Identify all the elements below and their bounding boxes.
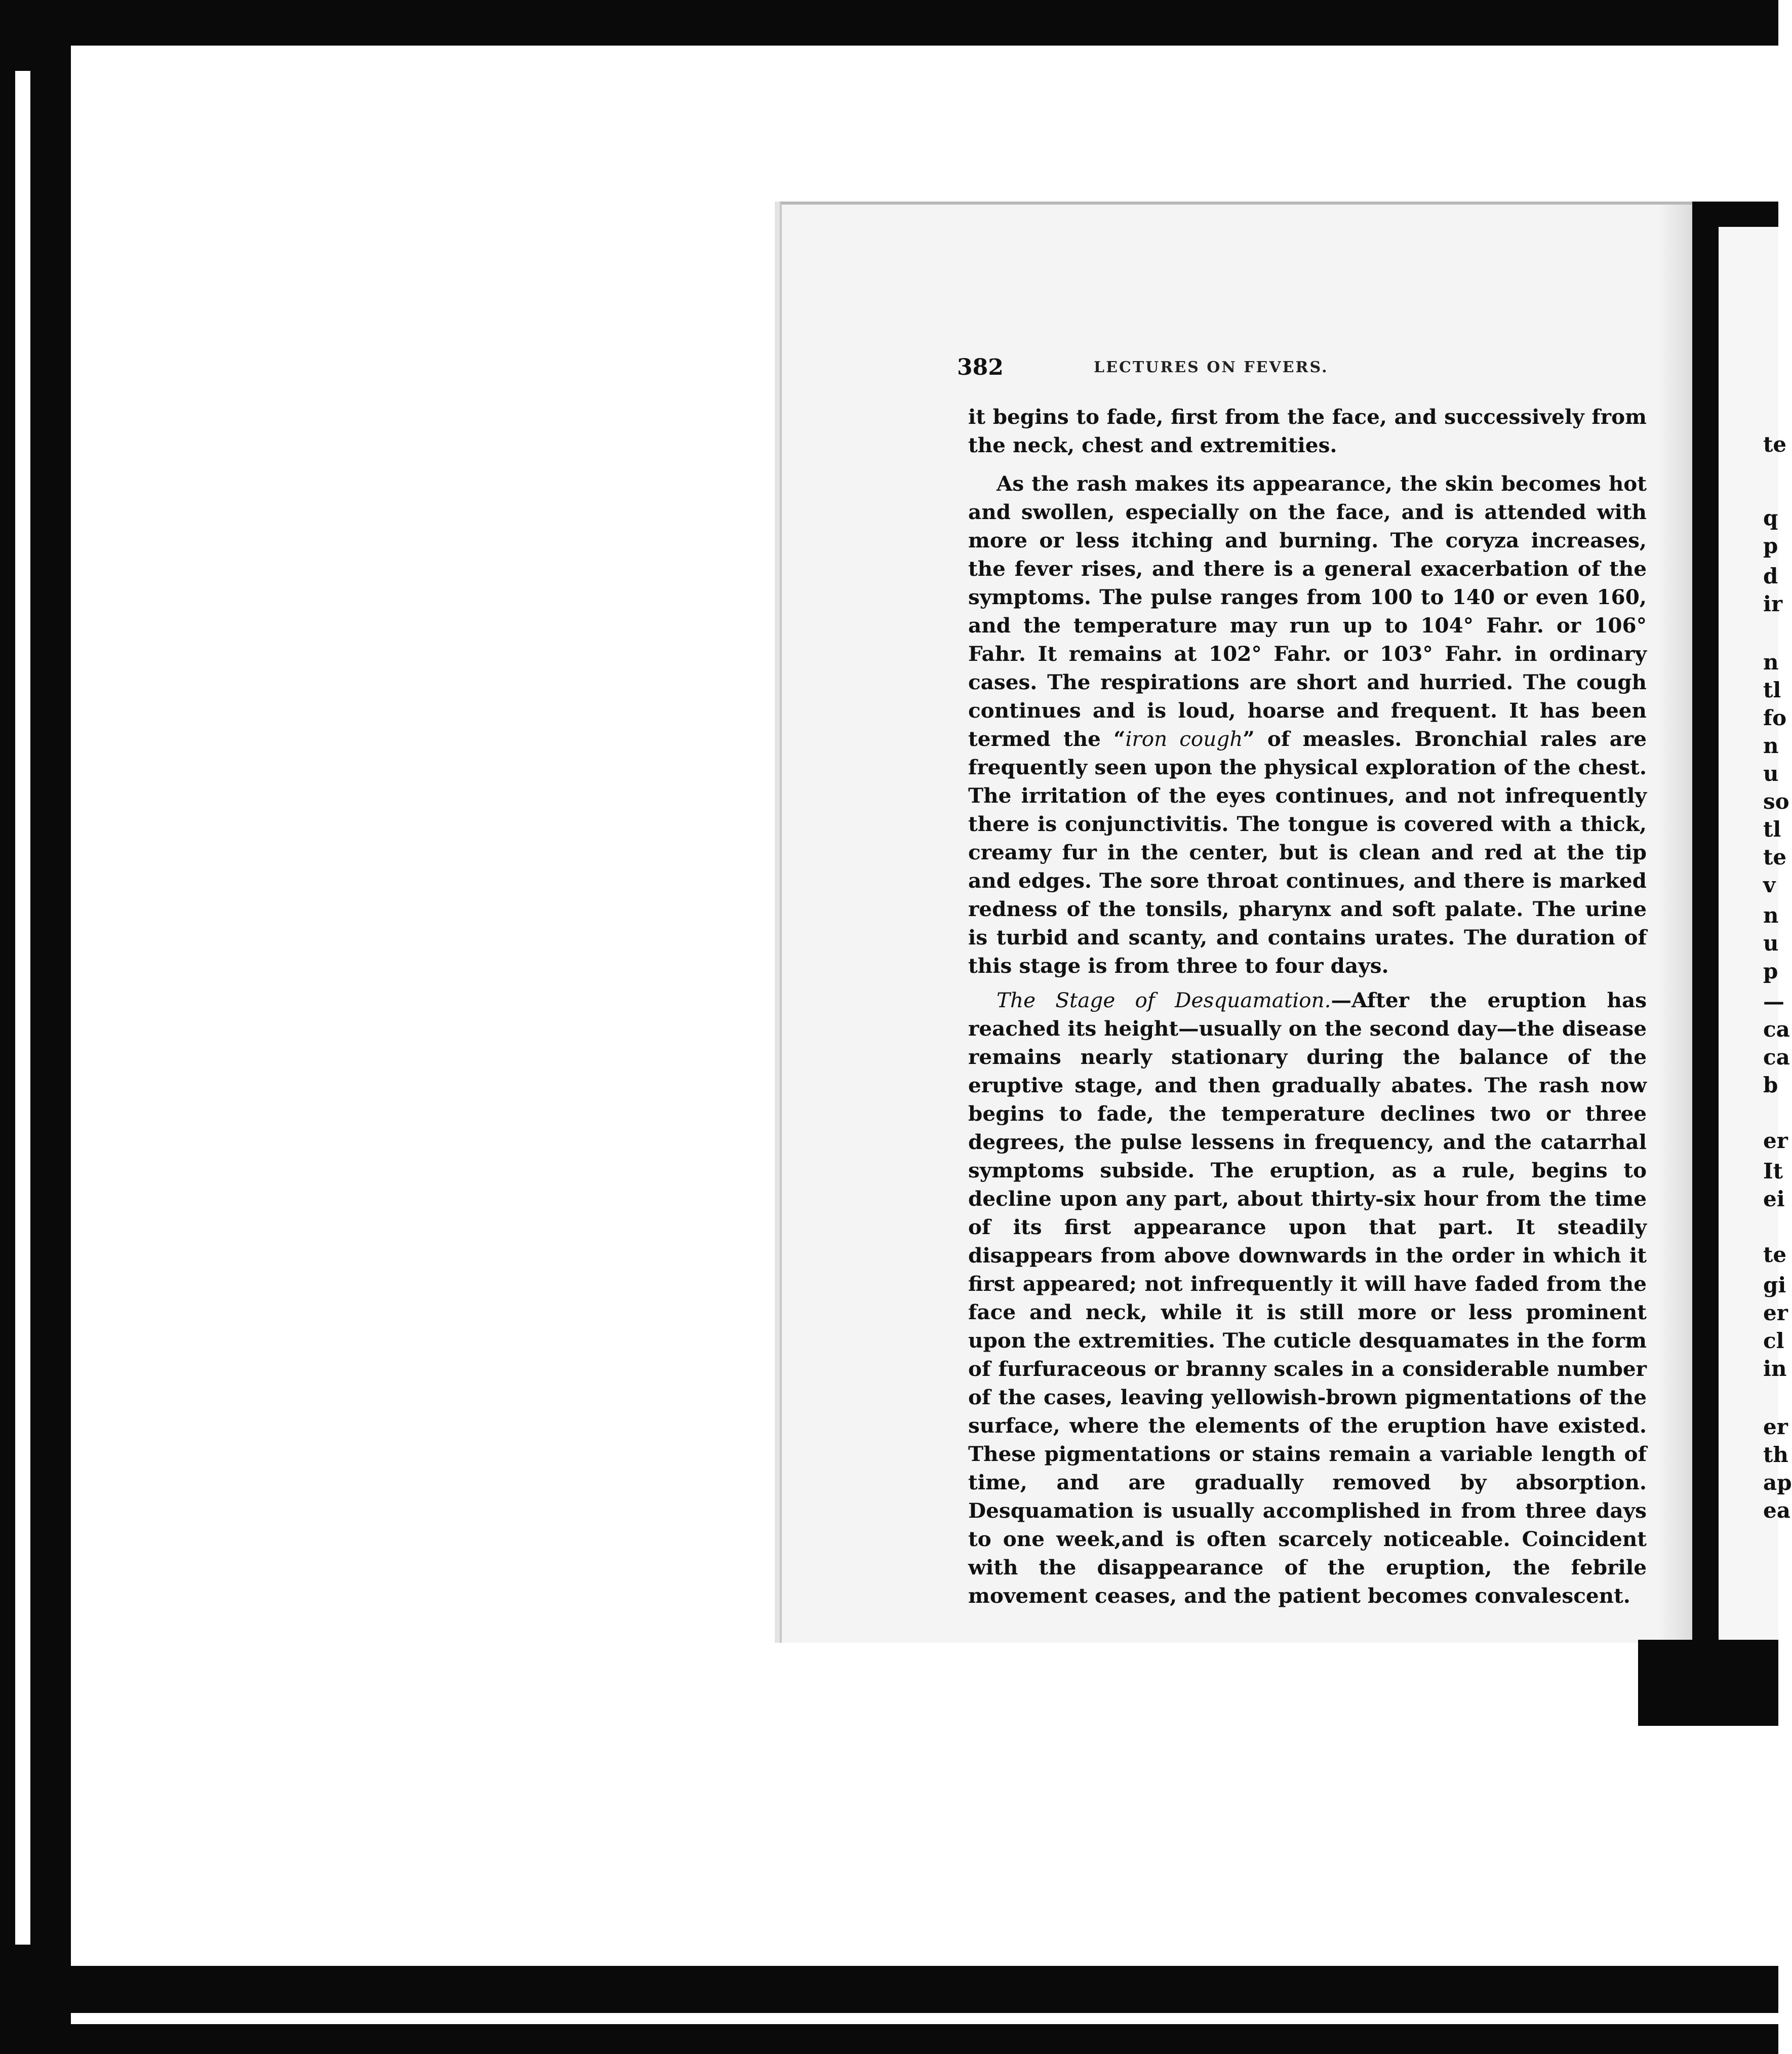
scan-border-bottom-strip <box>71 2013 1778 2024</box>
facing-page-fragment: ei <box>1763 1187 1785 1211</box>
page-curl-shade <box>1658 205 1693 1643</box>
page-body <box>968 403 1647 1610</box>
facing-page-fragment: ca <box>1763 1017 1790 1042</box>
facing-page-fragment: v <box>1763 873 1776 897</box>
facing-page-fragment: te <box>1763 432 1787 457</box>
facing-page-fragment: in <box>1763 1356 1787 1381</box>
facing-page-fragment: cl <box>1763 1328 1784 1353</box>
facing-page-fragment: q <box>1763 505 1778 530</box>
facing-page-fragment: er <box>1763 1128 1788 1153</box>
facing-page-fragment: te <box>1763 1242 1787 1267</box>
facing-page-fragment: n <box>1763 650 1779 675</box>
book-gutter-foot <box>1638 1640 1778 1726</box>
facing-page-fragment: te <box>1763 845 1787 870</box>
facing-page-fragment: p <box>1763 959 1778 983</box>
scan-border-left <box>0 0 71 2054</box>
facing-page-fragment: ca <box>1763 1045 1790 1070</box>
paragraph-eruptive-stage <box>968 469 1647 980</box>
facing-page-fragment: tl <box>1763 817 1781 842</box>
facing-page-fragment: u <box>1763 931 1779 956</box>
scan-border-top <box>0 0 1778 46</box>
italic-term: iron cough <box>1125 727 1243 751</box>
running-title: LECTURES ON FEVERS. <box>1094 359 1329 376</box>
facing-page-fragment: u <box>1763 761 1779 786</box>
facing-page-fragment: er <box>1763 1414 1788 1439</box>
facing-page-fragment: so <box>1763 789 1789 814</box>
facing-page-fragment: fo <box>1763 705 1787 730</box>
facing-page-fragment: er <box>1763 1300 1788 1325</box>
running-head <box>957 354 1641 385</box>
scan-border-left-gap <box>15 71 30 1945</box>
facing-page-fragment: d <box>1763 564 1778 588</box>
facing-page-band <box>1719 202 1778 227</box>
facing-page-fragment: — <box>1763 989 1784 1014</box>
paragraph-continuation: it begins to fade, first from the face, and successively from the neck, chest and extremities. <box>968 405 1647 457</box>
paragraph-desquamation <box>968 986 1647 1610</box>
facing-page-fragment: It <box>1763 1159 1783 1183</box>
facing-page-fragment: n <box>1763 903 1779 928</box>
facing-page-fragment: b <box>1763 1073 1778 1097</box>
section-heading: The Stage of Desquamation. <box>997 988 1331 1012</box>
paragraph-text: ” of measles. Bronchial rales are frequently seen upon the physical exploration of the chest. The irritation of the eyes continues, and not infrequently there is conjunctivitis. The tongue is covered with a thick, creamy fur in the center, but is clean and red at the tip and edges. The sore throat continues, and there is marked redness of the tonsils, pharynx and soft palate. The urine is turbid and scanty, and contains urates. The duration of this stage is from three to four days. <box>968 727 1647 978</box>
facing-page-fragment: ea <box>1763 1498 1790 1523</box>
facing-page-fragment: ir <box>1763 591 1783 616</box>
scan-border-bottom <box>0 1966 1778 2054</box>
facing-page-fragment: gi <box>1763 1273 1786 1297</box>
page-number: 382 <box>957 354 1004 380</box>
paragraph-text: As the rash makes its appearance, the skin becomes hot and swollen, especially on the face, and is attended with more or less itching and burning. The coryza increases, the fever rises, and there is a general exacerbation of the symptoms. The pulse ranges from 100 to 140 or even 160, and the temperature may run up to 104° Fahr. or 106° Fahr. It remains at 102° Fahr. or 103° Fahr. in ordinary cases. The respirations are short and hurried. The cough continues and is loud, hoarse and frequent. It has been termed the “ <box>968 471 1647 751</box>
facing-page-fragment: p <box>1763 533 1778 558</box>
facing-page-fragment: th <box>1763 1442 1788 1467</box>
paragraph-text: —After the eruption has reached its height—usually on the second day—the disease remains nearly stationary during the balance of the eruptive stage, and then gradually abates. The rash now begins to fade, the temperature declines two or three degrees, the pulse lessens in frequency, and the catarrhal symptoms subside. The eruption, as a rule, begins to decline upon any part, about thirty-six hour from the time of its first appearance upon that part. It steadily disappears from above downwards in the order in which it first appeared; not infrequently it will have faded from the face and neck, while it is still more or less prominent upon the extremities. The cuticle desquamates in the form of furfuraceous or branny scales in a considerable number of the cases, leaving yellowish-brown pigmentations of the surface, where the elements of the eruption have existed. These pigmentations or stains remain a variable length of time, and are gradually removed by absorption. Desquamation is usually accomplished in from three days to one week,and is often scarcely noticeable. Coincident with the disappearance of the eruption, the febrile movement ceases, and the patient becomes convalescent. <box>968 988 1647 1608</box>
facing-page-fragment: tl <box>1763 678 1781 702</box>
facing-page-fragment: ap <box>1763 1470 1792 1495</box>
book-gutter <box>1692 202 1719 1716</box>
facing-page-fragment: n <box>1763 733 1779 758</box>
